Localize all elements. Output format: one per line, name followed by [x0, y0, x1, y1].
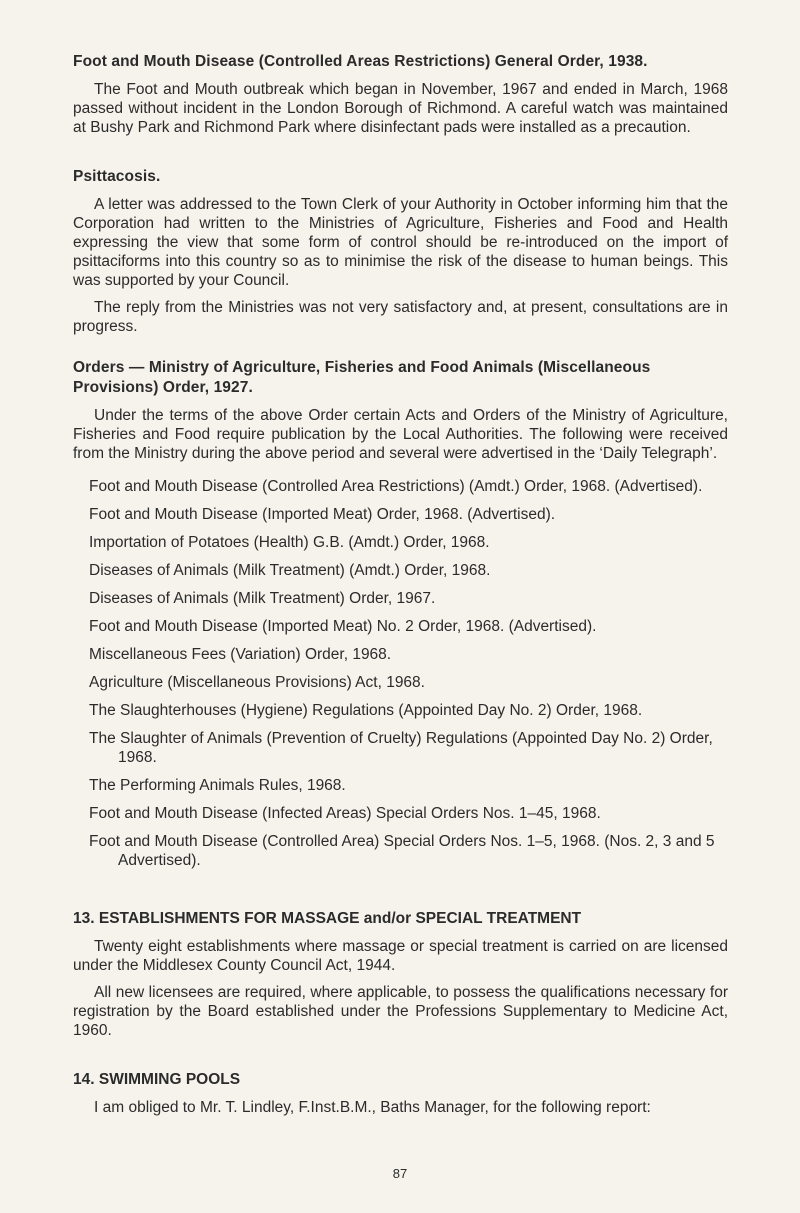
list-item: Foot and Mouth Disease (Imported Meat) Order, 1968. (Advertised).: [89, 506, 556, 523]
list-item: Miscellaneous Fees (Variation) Order, 1968.: [89, 646, 392, 663]
fmd-general-paragraph: The Foot and Mouth outbreak which began in November, 1967 and ended in March, 1968 passed without incident in the London Borough of Richmond. A careful watch was maintained at Bushy Park and Richmond Park where disinfectant pads were installed as a precaution.: [73, 81, 728, 136]
orders-list: [73, 477, 728, 870]
psittacosis-heading: Psittacosis.: [73, 168, 161, 185]
psittacosis-paragraph-1: A letter was addressed to the Town Clerk of your Authority in October informing him that the Corporation had written to the Ministries of Agriculture, Fisheries and Food and Health expressing the view that some form of control should be re-introduced on the import of psittaciforms into this country so as to minimise the risk of the disease to human beings. This was supported by your Council.: [73, 196, 728, 289]
orders-heading: Orders — Ministry of Agriculture, Fisheries and Food Animals (Miscellaneous Provisions) Order, 1927.: [73, 359, 651, 396]
fmd-general-heading: Foot and Mouth Disease (Controlled Areas Restrictions) General Order, 1938.: [73, 53, 648, 70]
list-item: Agriculture (Miscellaneous Provisions) Act, 1968.: [89, 674, 425, 691]
list-item: Foot and Mouth Disease (Imported Meat) No. 2 Order, 1968. (Advertised).: [89, 618, 597, 635]
massage-paragraph-2: All new licensees are required, where applicable, to possess the qualifications necessary for registration by the Board established under the Professions Supplementary to Medicine Act, 1960.: [73, 984, 728, 1039]
list-item: Diseases of Animals (Milk Treatment) Order, 1967.: [89, 590, 436, 607]
list-item: Foot and Mouth Disease (Controlled Area Restrictions) (Amdt.) Order, 1968. (Advertised).: [89, 478, 703, 495]
list-item: The Slaughter of Animals (Prevention of Cruelty) Regulations (Appointed Day No. 2) Order, 1968.: [89, 730, 713, 766]
swimming-paragraph: I am obliged to Mr. T. Lindley, F.Inst.B.M., Baths Manager, for the following report:: [94, 1099, 651, 1116]
list-item: Foot and Mouth Disease (Infected Areas) Special Orders Nos. 1–45, 1968.: [89, 805, 601, 822]
list-item: Foot and Mouth Disease (Controlled Area) Special Orders Nos. 1–5, 1968. (Nos. 2, 3 and 5 Advertised).: [89, 833, 715, 869]
swimming-section-heading: 14. SWIMMING POOLS: [73, 1071, 241, 1088]
page-number: 87: [392, 1166, 408, 1181]
massage-section-heading: 13. ESTABLISHMENTS FOR MASSAGE and/or SPECIAL TREATMENT: [73, 910, 582, 927]
list-item: The Slaughterhouses (Hygiene) Regulations (Appointed Day No. 2) Order, 1968.: [89, 702, 643, 719]
psittacosis-paragraph-2: The reply from the Ministries was not very satisfactory and, at present, consultations are in progress.: [73, 299, 728, 335]
list-item: The Performing Animals Rules, 1968.: [89, 777, 346, 794]
orders-paragraph: Under the terms of the above Order certain Acts and Orders of the Ministry of Agriculture, Fisheries and Food require publication by the Local Authorities. The following were received from the Ministry during the above period and several were advertised in the ‘Daily Telegraph’.: [73, 407, 728, 462]
list-item: Importation of Potatoes (Health) G.B. (Amdt.) Order, 1968.: [89, 534, 490, 551]
list-item: Diseases of Animals (Milk Treatment) (Amdt.) Order, 1968.: [89, 562, 491, 579]
massage-paragraph-1: Twenty eight establishments where massage or special treatment is carried on are licensed under the Middlesex County Council Act, 1944.: [73, 938, 728, 974]
